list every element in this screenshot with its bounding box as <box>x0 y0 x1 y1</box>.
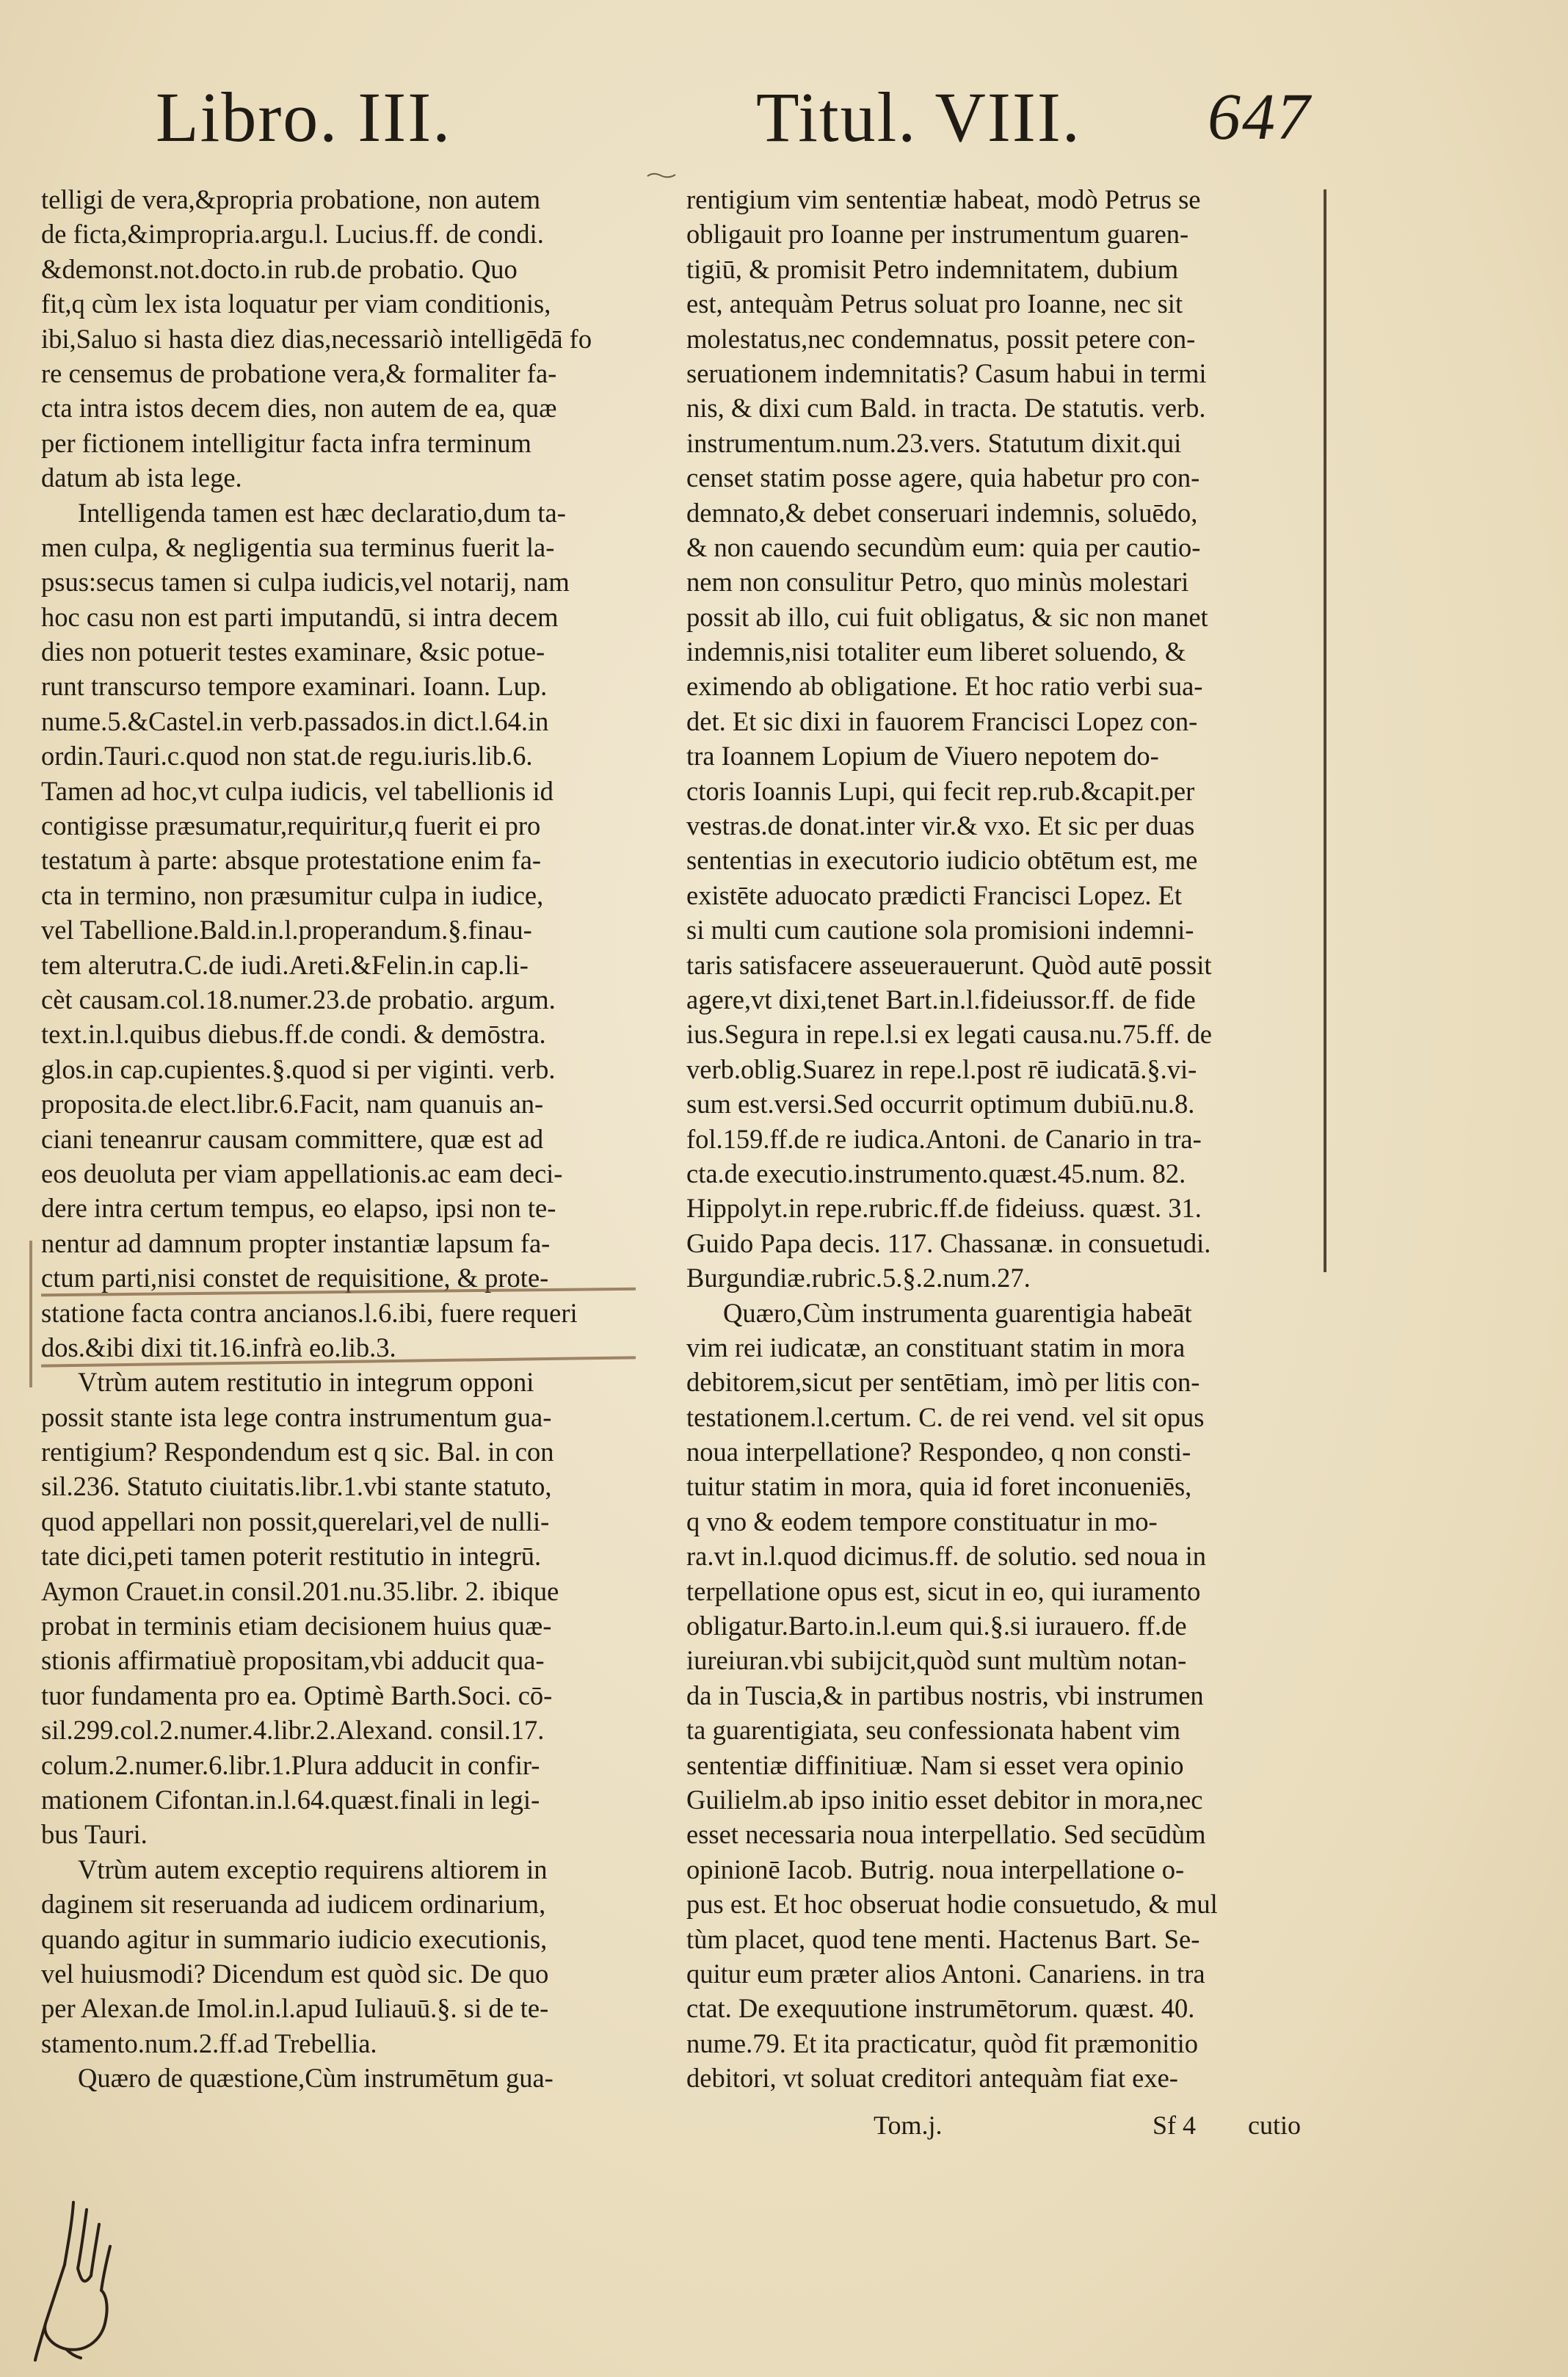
text-line: fol.159.ff.de re iudica.Antoni. de Canario in tra- <box>686 1123 1202 1154</box>
header-title: Titul. VIII. <box>756 78 1081 156</box>
text-line: ordin.Tauri.c.quod non stat.de regu.iuris.lib.6. <box>41 741 533 772</box>
text-line: vel Tabellione.Bald.in.l.properandum.§.finau- <box>41 915 532 946</box>
text-line: sil.236. Statuto ciuitatis.libr.1.vbi stante statuto, <box>41 1471 552 1502</box>
text-line: testatum à parte: absque protestatione enim fa- <box>41 845 542 876</box>
text-line: Quæro de quæstione,Cùm instrumētum gua- <box>78 2063 553 2094</box>
text-line: tem alterutra.C.de iudi.Areti.&Felin.in cap.li- <box>41 949 529 980</box>
text-line: &demonst.not.docto.in rub.de probatio. Quo <box>41 253 518 284</box>
text-line: Vtrùm autem restitutio in integrum opponi <box>78 1367 534 1398</box>
text-line: vestras.de donat.inter vir.& vxo. Et sic per duas <box>686 810 1195 841</box>
text-line: verb.oblig.Suarez in repe.l.post rē iudicatā.§.vi- <box>686 1053 1197 1084</box>
text-line: debitori, vt soluat creditori antequàm fiat exe- <box>686 2063 1178 2094</box>
text-line: text.in.l.quibus diebus.ff.de condi. & demōstra. <box>41 1019 546 1050</box>
right-column <box>686 182 1325 2095</box>
text-line: vim rei iudicatæ, an constituant statim in mora <box>686 1332 1186 1362</box>
text-line: ra.vt in.l.quod dicimus.ff. de solutio. sed noua in <box>686 1541 1206 1572</box>
text-line: existēte aduocato prædicti Francisci Lopez. Et <box>686 879 1183 910</box>
ink-mark-icon <box>646 170 677 181</box>
text-line: pus est. Et hoc obseruat hodie consuetudo, & mul <box>686 1889 1218 1920</box>
text-line: dere intra certum tempus, eo elapso, ipsi non te- <box>41 1193 556 1224</box>
text-line: instrumentum.num.23.vers. Statutum dixit.qui <box>686 427 1182 458</box>
text-line: ibi,Saluo si hasta diez dias,necessariò intelligēdā fo <box>41 323 592 354</box>
text-line: q vno & eodem tempore constituatur in mo- <box>686 1506 1158 1536</box>
text-line: nis, & dixi cum Bald. in tracta. De statutis. verb. <box>686 393 1206 424</box>
left-column <box>41 182 628 2095</box>
text-line: ctoris Ioannis Lupi, qui fecit rep.rub.&capit.per <box>686 775 1195 806</box>
text-line: cèt causam.col.18.numer.23.de probatio. argum. <box>41 984 556 1015</box>
page-footer <box>0 2107 1568 2151</box>
text-line: tùm placet, quod tene menti. Hactenus Bart. Se- <box>686 1923 1200 1954</box>
text-line: molestatus,nec condemnatus, possit petere con- <box>686 323 1196 354</box>
text-line: Quæro,Cùm instrumenta guarentigia habeāt <box>723 1297 1192 1328</box>
text-line: Vtrùm autem exceptio requirens altiorem in <box>78 1854 548 1884</box>
text-line: seruationem indemnitatis? Casum habui in termi <box>686 358 1207 388</box>
text-line: de ficta,&impropria.argu.l. Lucius.ff. de condi. <box>41 219 544 250</box>
text-line: telligi de vera,&propria probatione, non autem <box>41 184 541 214</box>
text-line: statione facta contra ancianos.l.6.ibi, fuere requeri <box>41 1297 578 1328</box>
pointing-hand-icon <box>29 2195 139 2364</box>
text-line: quando agitur in summario iudicio executionis, <box>41 1923 548 1954</box>
footer-catchword: cutio <box>1248 2111 1301 2140</box>
text-line: possit stante ista lege contra instrumentum gua- <box>41 1401 552 1432</box>
footer-volume: Tom.j. <box>874 2111 943 2140</box>
text-line: agere,vt dixi,tenet Bart.in.l.fideiussor.ff. de fide <box>686 984 1196 1015</box>
text-line: psus:secus tamen si culpa iudicis,vel notarij, nam <box>41 567 570 598</box>
text-line: da in Tuscia,& in partibus nostris, vbi instrumen <box>686 1680 1204 1710</box>
text-line: ctum parti,nisi constet de requisitione, & prote- <box>41 1263 549 1293</box>
text-line: Guido Papa decis. 117. Chassanæ. in consuetudi. <box>686 1227 1211 1258</box>
text-line: colum.2.numer.6.libr.1.Plura adducit in confir- <box>41 1749 540 1780</box>
text-line: noua interpellatione? Respondeo, q non consti- <box>686 1437 1191 1467</box>
text-line: eos deuoluta per viam appellationis.ac eam deci- <box>41 1158 563 1188</box>
header-book: Libro. III. <box>156 78 452 156</box>
text-line: cta in termino, non præsumitur culpa in iudice, <box>41 879 544 910</box>
text-line: Burgundiæ.rubric.5.§.2.num.27. <box>686 1263 1031 1293</box>
text-line: datum ab ista lege. <box>41 462 242 493</box>
text-line: est, antequàm Petrus soluat pro Ioanne, nec sit <box>686 288 1183 319</box>
text-line: ctat. De exequutione instrumētorum. quæst. 40. <box>686 1993 1195 2024</box>
text-line: runt transcurso tempore examinari. Ioann. Lup. <box>41 671 548 702</box>
text-line: tuor fundamenta pro ea. Optimè Barth.Soci. cō- <box>41 1680 553 1710</box>
text-line: nentur ad damnum propter instantiæ lapsum fa- <box>41 1227 551 1258</box>
text-line: Guilielm.ab ipso initio esset debitor in mora,nec <box>686 1784 1203 1815</box>
text-line: opinionē Iacob. Butrig. noua interpellatione o- <box>686 1854 1185 1884</box>
text-line: quod appellari non possit,querelari,vel de nulli- <box>41 1506 550 1536</box>
text-line: & non cauendo secundùm eum: quia per cautio- <box>686 531 1201 562</box>
text-line: obligatur.Barto.in.l.eum qui.§.si iurauero. ff.de <box>686 1611 1187 1641</box>
text-line: obligauit pro Ioanne per instrumentum guaren- <box>686 219 1189 250</box>
text-line: men culpa, & negligentia sua terminus fuerit la- <box>41 531 555 562</box>
text-line: censet statim posse agere, quia habetur pro con- <box>686 462 1200 493</box>
text-line: stamento.num.2.ff.ad Trebellia. <box>41 2028 377 2058</box>
text-line: esset necessaria noua interpellatio. Sed secūdùm <box>686 1819 1206 1850</box>
text-line: tuitur statim in mora, quia id foret inconueniēs, <box>686 1471 1192 1502</box>
text-line: indemnis,nisi totaliter eum liberet soluendo, & <box>686 636 1186 667</box>
text-line: sententiæ diffinitiuæ. Nam si esset vera opinio <box>686 1749 1184 1780</box>
text-line: vel huiusmodi? Dicendum est quòd sic. De quo <box>41 1958 549 1989</box>
text-line: tigiū, & promisit Petro indemnitatem, dubium <box>686 253 1179 284</box>
text-line: probat in terminis etiam decisionem huius quæ- <box>41 1611 552 1641</box>
text-line: si multi cum cautione sola promisioni indemni- <box>686 915 1194 946</box>
text-line: cta.de executio.instrumento.quæst.45.num. 82. <box>686 1158 1186 1188</box>
footer-signature: Sf 4 <box>1153 2111 1197 2140</box>
text-line: mationem Cifontan.in.l.64.quæst.finali in legi- <box>41 1784 540 1815</box>
text-line: tra Ioannem Lopium de Viuero nepotem do- <box>686 741 1159 772</box>
text-line: terpellatione opus est, sicut in eo, qui iuramento <box>686 1575 1201 1606</box>
text-line: eximendo ab obligatione. Et hoc ratio verbi sua- <box>686 671 1203 702</box>
text-line: det. Et sic dixi in fauorem Francisci Lopez con- <box>686 705 1198 736</box>
text-line: re censemus de probatione vera,& formaliter fa- <box>41 358 557 388</box>
text-line: cta intra istos decem dies, non autem de ea, quæ <box>41 393 557 424</box>
text-line: ciani teneanrur causam committere, quæ est ad <box>41 1123 544 1154</box>
text-line: sententias in executorio iudicio obtētum est, me <box>686 845 1198 876</box>
text-line: tate dici,peti tamen poterit restitutio in integrū. <box>41 1541 542 1572</box>
text-line: dies non potuerit testes examinare, &sic potue- <box>41 636 545 667</box>
text-line: Tamen ad hoc,vt culpa iudicis, vel tabellionis id <box>41 775 553 806</box>
page-number: 647 <box>1208 81 1311 153</box>
text-line: daginem sit reseruanda ad iudicem ordinarium, <box>41 1889 546 1920</box>
text-line: nume.79. Et ita practicatur, quòd fit præmonitio <box>686 2028 1198 2058</box>
text-line: iureiuran.vbi subijcit,quòd sunt multùm notan- <box>686 1645 1187 1676</box>
text-line: Aymon Crauet.in consil.201.nu.35.libr. 2. ibique <box>41 1575 559 1606</box>
text-line: fit,q cùm lex ista loquatur per viam conditionis, <box>41 288 551 319</box>
running-header <box>0 70 1568 173</box>
text-line: contigisse præsumatur,requiritur,q fuerit ei pro <box>41 810 541 841</box>
margin-bracket <box>1318 189 1326 1272</box>
text-line: hoc casu non est parti imputandū, si intra decem <box>41 601 559 632</box>
text-line: per fictionem intelligitur facta infra terminum <box>41 427 531 458</box>
text-line: bus Tauri. <box>41 1819 148 1850</box>
text-line: sil.299.col.2.numer.4.libr.2.Alexand. consil.17. <box>41 1715 545 1746</box>
text-line: possit ab illo, cui fuit obligatus, & sic non manet <box>686 601 1208 632</box>
text-line: testationem.l.certum. C. de rei vend. vel sit opus <box>686 1401 1205 1432</box>
text-line: debitorem,sicut per sentētiam, imò per litis con- <box>686 1367 1200 1398</box>
text-line: nume.5.&Castel.in verb.passados.in dict.l.64.in <box>41 705 549 736</box>
text-line: stionis affirmatiuè propositam,vbi adducit qua- <box>41 1645 545 1676</box>
text-line: dos.&ibi dixi tit.16.infrà eo.lib.3. <box>41 1332 396 1362</box>
text-line: taris satisfacere asseuerauerunt. Quòd autē possit <box>686 949 1212 980</box>
text-line: Intelligenda tamen est hæc declaratio,dum ta- <box>78 497 566 528</box>
text-line: sum est.versi.Sed occurrit optimum dubiū.nu.8. <box>686 1089 1195 1119</box>
text-line: ius.Segura in repe.l.si ex legati causa.nu.75.ff. de <box>686 1019 1212 1050</box>
text-line: rentigium vim sententiæ habeat, modò Petrus se <box>686 184 1201 214</box>
text-line: nem non consulitur Petro, quo minùs molestari <box>686 567 1189 598</box>
text-line: glos.in cap.cupientes.§.quod si per viginti. verb. <box>41 1053 556 1084</box>
text-line: proposita.de elect.libr.6.Facit, nam quanuis an- <box>41 1089 544 1119</box>
text-line: per Alexan.de Imol.in.l.apud Iuliauū.§. si de te- <box>41 1993 549 2024</box>
text-line: quitur eum præter alios Antoni. Canariens. in tra <box>686 1958 1205 1989</box>
text-line: Hippolyt.in repe.rubric.ff.de fideiuss. quæst. 31. <box>686 1193 1202 1224</box>
text-line: rentigium? Respondendum est q sic. Bal. in con <box>41 1437 554 1467</box>
text-line: ta guarentigiata, seu confessionata habent vim <box>686 1715 1180 1746</box>
text-line: demnato,& debet conseruari indemnis, soluēdo, <box>686 497 1198 528</box>
